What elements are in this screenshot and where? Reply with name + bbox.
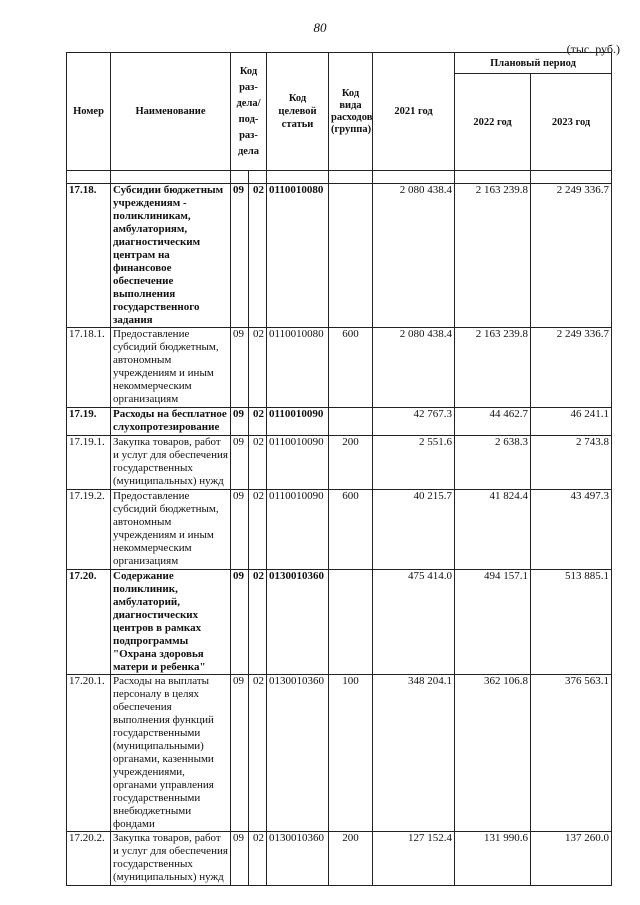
row-2023: 43 497.3: [531, 490, 612, 570]
row-subsection: 02: [249, 675, 267, 832]
row-target: 0130010360: [267, 675, 329, 832]
row-name: Предоставление субсидий бюджетным, автономным учреждениям и иным некоммерческим организациям: [111, 490, 231, 570]
row-2021: 475 414.0: [373, 570, 455, 675]
row-expense-type: [329, 184, 373, 328]
header-2021: 2021 год: [373, 53, 455, 171]
header-2023: 2023 год: [531, 74, 612, 171]
row-name: Закупка товаров, работ и услуг для обеспечения государственных (муниципальных) нужд: [111, 436, 231, 490]
row-target: 0110010090: [267, 490, 329, 570]
row-expense-type: [329, 570, 373, 675]
row-expense-type: 200: [329, 832, 373, 886]
header-expense-type: Код вида расходов (группа): [329, 53, 373, 171]
row-section: 09: [231, 184, 249, 328]
row-expense-type: 200: [329, 436, 373, 490]
row-section: 09: [231, 832, 249, 886]
row-target: 0130010360: [267, 570, 329, 675]
row-2023: 513 885.1: [531, 570, 612, 675]
row-expense-type: 100: [329, 675, 373, 832]
row-number: 17.19.: [67, 408, 111, 436]
row-target: 0110010090: [267, 436, 329, 490]
row-number: 17.18.: [67, 184, 111, 328]
header-2022: 2022 год: [455, 74, 531, 171]
row-name: Расходы на выплаты персоналу в целях обеспечения выполнения функций государственными (муниципальными) органами, казенными учреждениями, органами управления государственными внебюджетными фондами: [111, 675, 231, 832]
row-2022: 2 638.3: [455, 436, 531, 490]
row-subsection: 02: [249, 408, 267, 436]
row-2022: 41 824.4: [455, 490, 531, 570]
row-2021: 2 551.6: [373, 436, 455, 490]
header-number: Номер: [67, 53, 111, 171]
row-section: 09: [231, 490, 249, 570]
header-name: Наименование: [111, 53, 231, 171]
table-row: [67, 408, 612, 436]
row-number: 17.20.: [67, 570, 111, 675]
row-section: 09: [231, 436, 249, 490]
row-2023: 2 743.8: [531, 436, 612, 490]
row-2023: 137 260.0: [531, 832, 612, 886]
row-2022: 131 990.6: [455, 832, 531, 886]
row-subsection: 02: [249, 570, 267, 675]
row-2023: 2 249 336.7: [531, 184, 612, 328]
row-subsection: 02: [249, 184, 267, 328]
row-section: 09: [231, 408, 249, 436]
row-2021: 40 215.7: [373, 490, 455, 570]
row-2023: 46 241.1: [531, 408, 612, 436]
table-row: [67, 184, 612, 328]
table-row: [67, 570, 612, 675]
table-row: [67, 436, 612, 490]
table-row: [67, 328, 612, 408]
row-target: 0110010080: [267, 184, 329, 328]
row-section: 09: [231, 675, 249, 832]
row-2021: 2 080 438.4: [373, 184, 455, 328]
row-number: 17.20.1.: [67, 675, 111, 832]
row-subsection: 02: [249, 328, 267, 408]
row-number: 17.19.1.: [67, 436, 111, 490]
row-name: Расходы на бесплатное слухопротезирование: [111, 408, 231, 436]
row-target: 0130010360: [267, 832, 329, 886]
row-number: 17.20.2.: [67, 832, 111, 886]
row-name: Закупка товаров, работ и услуг для обеспечения государственных (муниципальных) нужд: [111, 832, 231, 886]
row-2021: 348 204.1: [373, 675, 455, 832]
row-target: 0110010090: [267, 408, 329, 436]
row-2022: 362 106.8: [455, 675, 531, 832]
table-header-row: [67, 53, 612, 74]
row-subsection: 02: [249, 490, 267, 570]
header-target: Код целевой статьи: [267, 53, 329, 171]
row-subsection: 02: [249, 832, 267, 886]
row-name: Предоставление субсидий бюджетным, автономным учреждениям и иным некоммерческим организациям: [111, 328, 231, 408]
row-2023: 376 563.1: [531, 675, 612, 832]
row-2021: 42 767.3: [373, 408, 455, 436]
row-2022: 2 163 239.8: [455, 328, 531, 408]
budget-table: [66, 52, 612, 886]
row-subsection: 02: [249, 436, 267, 490]
table-row: [67, 832, 612, 886]
row-expense-type: 600: [329, 490, 373, 570]
row-2021: 2 080 438.4: [373, 328, 455, 408]
header-planned-period: Плановый период: [455, 53, 612, 74]
row-expense-type: [329, 408, 373, 436]
row-2021: 127 152.4: [373, 832, 455, 886]
row-section: 09: [231, 570, 249, 675]
row-2022: 2 163 239.8: [455, 184, 531, 328]
row-name: Содержание поликлиник, амбулаторий, диагностических центров в рамках подпрограммы "Охрана здоровья матери и ребенка": [111, 570, 231, 675]
row-expense-type: 600: [329, 328, 373, 408]
row-number: 17.19.2.: [67, 490, 111, 570]
row-2023: 2 249 336.7: [531, 328, 612, 408]
row-target: 0110010080: [267, 328, 329, 408]
table-row: [67, 675, 612, 832]
table-row: [67, 490, 612, 570]
row-number: 17.18.1.: [67, 328, 111, 408]
spacer-row: [67, 171, 612, 184]
page-number: 80: [313, 20, 327, 35]
row-name: Субсидии бюджетным учреждениям - поликлиникам, амбулаториям, диагностическим центрам на финансовое обеспечение выполнения государственного задания: [111, 184, 231, 328]
header-section: Код раз- дела/ под- раз- дела: [231, 53, 267, 171]
units-note: (тыс. руб.): [566, 42, 620, 56]
row-2022: 44 462.7: [455, 408, 531, 436]
row-section: 09: [231, 328, 249, 408]
row-2022: 494 157.1: [455, 570, 531, 675]
